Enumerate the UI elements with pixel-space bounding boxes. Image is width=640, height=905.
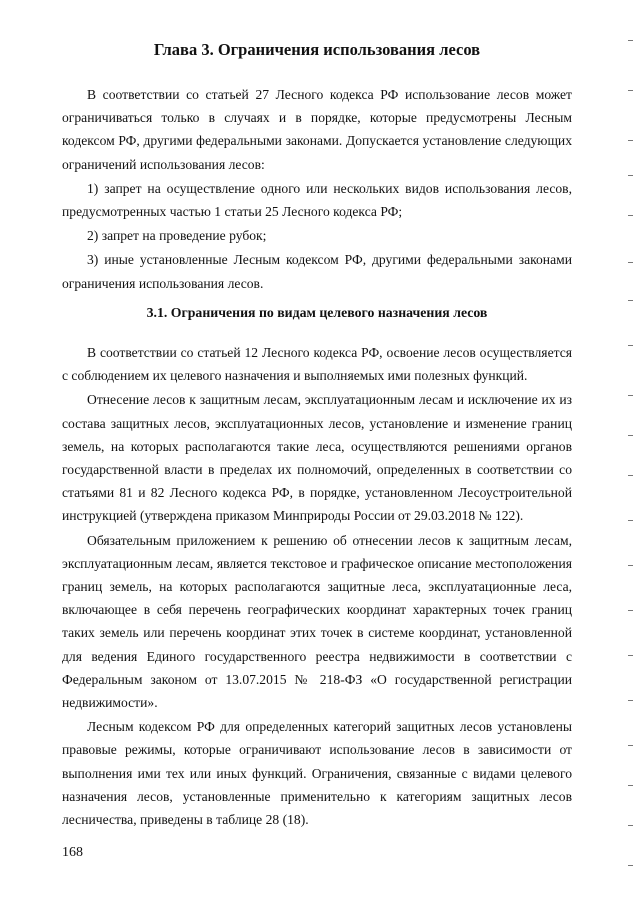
paragraph: Лесным кодексом РФ для определенных категорий защитных лесов установлены правовые режимы, которые ограничивают использование лесов в зависимости от выполнения ими тех или иных функций. Ограничения, связанные с видами целевого назначения лесов, установленные применительно к категориям защитных лесов лесничества, приведены в таблице 28 (18). (62, 719, 572, 828)
page-number: 168 (62, 845, 83, 860)
section-title: 3.1. Ограничения по видам целевого назначения лесов (146, 305, 488, 320)
chapter-title: Глава 3. Ограничения использования лесов (153, 40, 481, 59)
section-body (62, 341, 572, 832)
list-item: 2) запрет на проведение рубок; (87, 228, 267, 244)
paragraph: Обязательным приложением к решению об отнесении лесов к защитным лесам, эксплуатационным лесам, является текстовое и графическое описание местоположения границ земель, на которых располагаются защитные леса, эксплуатационные леса, включающее в себя перечень географических координат характерных точек границ таких земель или перечень координат этих точек в системе координат, установленной для ведения Единого государственного реестра недвижимости в соответствии с Федеральным законом от 13.07.2015 № 218-ФЗ «О государственной регистрации недвижимости». (62, 532, 572, 711)
list-item: 1) запрет на осуществление одного или нескольких видов использования лесов, предусмотренных частью 1 статьи 25 Лесного кодекса РФ; (62, 180, 572, 220)
scan-edge-marks (626, 0, 636, 905)
list-item: 3) иные установленные Лесным кодексом РФ, другими федеральными законами ограничения использования лесов. (62, 252, 572, 291)
paragraph: В соответствии со статьей 12 Лесного кодекса РФ, освоение лесов осуществляется с соблюдением их целевого назначения и выполняемых ими полезных функций. (62, 345, 572, 384)
paragraph: В соответствии со статьей 27 Лесного кодекса РФ использование лесов может ограничиваться только в случаях и в порядке, которые предусмотрены Лесным кодексом РФ, другими федеральными законами. Допускается установление следующих ограничений использования лесов: (62, 87, 572, 172)
chapter-body (62, 83, 572, 296)
paragraph: Отнесение лесов к защитным лесам, эксплуатационным лесам и исключение их из состава защитных лесов, эксплуатационных лесов, установление и изменение границ земель, на которых располагаются такие леса, осуществляются решениями органов государственной власти в пределах их полномочий, определенных в соответствии со статьями 81 и 82 Лесного кодекса РФ, в порядке, установленном Лесоустроительной инструкцией (утверждена приказом Минприроды России от 29.03.2018 № 122). (62, 392, 572, 524)
